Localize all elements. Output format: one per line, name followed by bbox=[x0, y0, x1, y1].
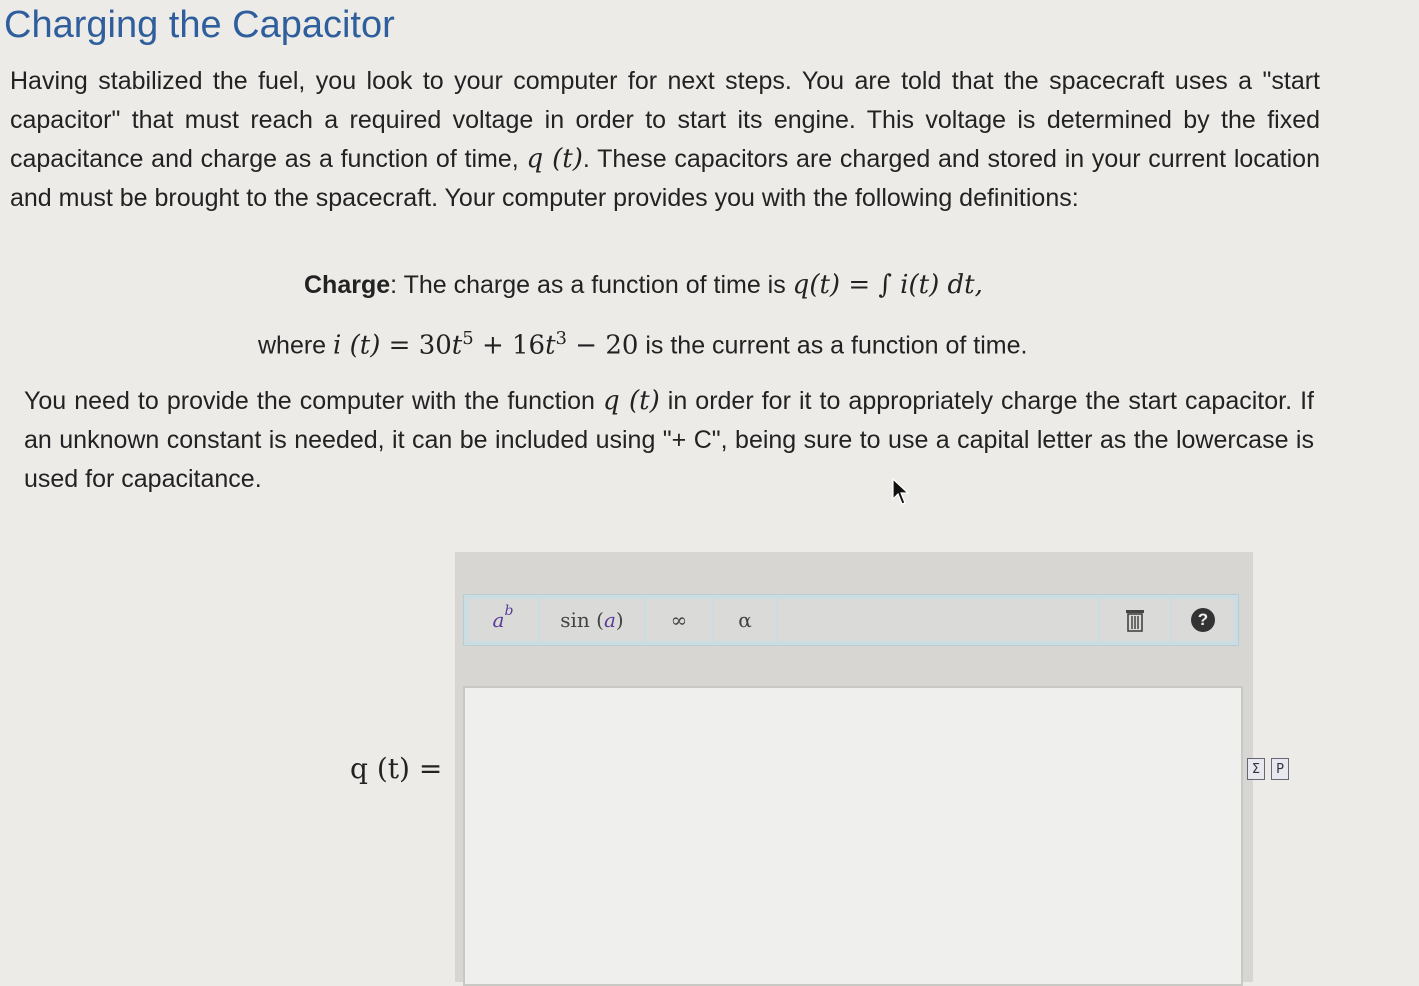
current-eq: = 30 bbox=[380, 330, 452, 361]
prompt-text-2: in order for it to appropriately charge the start capacitor. If an unknown constant is needed, it can be included using "+ C", being sure to use a capital letter as the lowercase is used for capacitance. bbox=[24, 387, 1314, 493]
current-lhs: i (t) bbox=[333, 330, 381, 361]
intro-text-1: Having stabilized the fuel, you look to your computer for next steps. You are told that the spacecraft uses a "start capacitor" that must reach a required voltage in order to start its engine. This voltage is determined by the fixed capacitance and charge as a function of time, bbox=[10, 67, 1320, 173]
current-exp1: 5 bbox=[462, 328, 474, 349]
power-exponent: b bbox=[504, 603, 514, 619]
current-definition bbox=[258, 328, 1027, 360]
current-plus: + 16 bbox=[473, 330, 546, 361]
greek-letter-button[interactable] bbox=[714, 599, 778, 641]
intro-math-q-of-t: q (t) bbox=[526, 144, 583, 174]
where-suffix: is the current as a function of time. bbox=[638, 331, 1028, 360]
current-t1: t bbox=[451, 330, 463, 361]
where-text: where bbox=[258, 331, 334, 360]
sin-prefix: sin ( bbox=[560, 608, 604, 632]
math-answer-widget bbox=[455, 552, 1253, 982]
infinity-button[interactable] bbox=[646, 599, 714, 641]
clear-button[interactable] bbox=[1100, 599, 1172, 641]
prompt-math-q-of-t: q (t) bbox=[602, 386, 660, 416]
prompt-paragraph bbox=[24, 382, 1314, 499]
current-exp2: 3 bbox=[555, 328, 567, 349]
charge-label: Charge bbox=[304, 271, 391, 299]
math-toolbar bbox=[463, 594, 1239, 646]
help-icon: ? bbox=[1191, 608, 1215, 632]
answer-input[interactable] bbox=[463, 686, 1243, 986]
current-t2: t bbox=[545, 330, 556, 361]
charge-definition bbox=[304, 270, 983, 300]
power-button[interactable] bbox=[468, 599, 540, 641]
current-minus: − 20 bbox=[567, 330, 639, 361]
intro-paragraph bbox=[10, 62, 1320, 218]
equation-editor-icon[interactable]: Σ bbox=[1247, 758, 1265, 780]
charge-text: : The charge as a function of time is bbox=[390, 271, 793, 299]
sin-suffix: ) bbox=[615, 608, 624, 632]
power-base: a bbox=[492, 608, 505, 632]
answer-tools bbox=[1247, 758, 1289, 780]
answer-label: q (t) = bbox=[350, 752, 443, 785]
mouse-cursor-icon bbox=[892, 478, 910, 506]
prompt-text-1: You need to provide the computer with the function bbox=[24, 387, 603, 415]
trash-icon bbox=[1125, 608, 1145, 632]
infinity-symbol: ∞ bbox=[670, 608, 688, 632]
page-title: Charging the Capacitor bbox=[4, 4, 395, 46]
preview-icon[interactable]: P bbox=[1271, 758, 1289, 780]
sin-argument: a bbox=[603, 608, 616, 632]
toolbar-spacer bbox=[778, 599, 1100, 641]
alpha-symbol: α bbox=[738, 608, 752, 632]
function-button[interactable] bbox=[540, 599, 646, 641]
intro-text-2: . These capacitors are charged and stored in your current location and must be brought to the spacecraft. Your computer provides you with the following definitions: bbox=[10, 145, 1320, 212]
help-button[interactable] bbox=[1172, 599, 1236, 641]
charge-formula: q(t) = ∫ i(t) dt, bbox=[792, 270, 983, 300]
